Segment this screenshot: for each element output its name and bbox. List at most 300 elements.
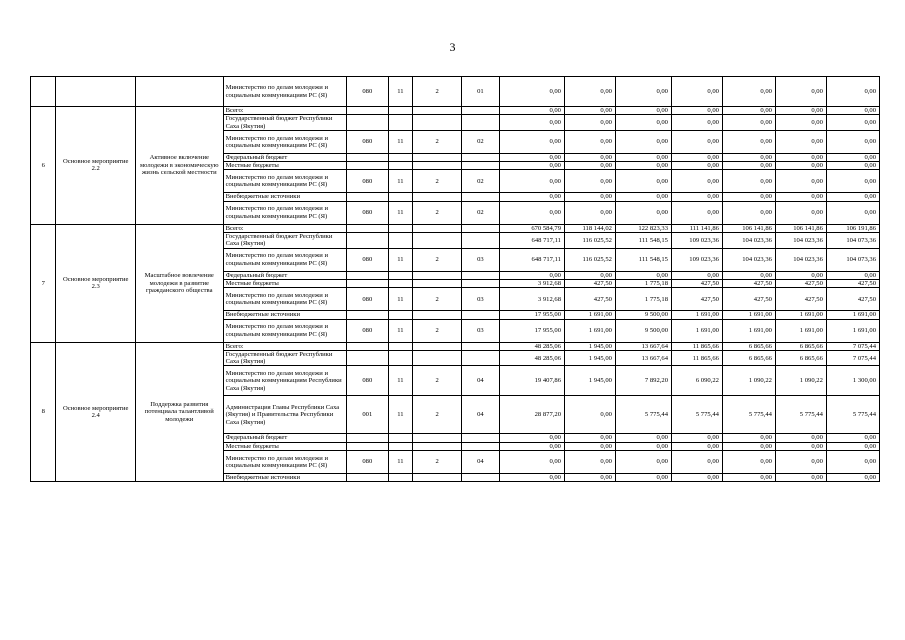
amount-cell: 0,00	[826, 170, 879, 193]
group-type: Основное мероприятие 2.3	[56, 224, 135, 342]
amount-cell: 427,50	[826, 279, 879, 287]
amount-cell: 109 023,36	[671, 233, 722, 249]
amount-cell: 0,00	[499, 474, 564, 482]
code-cell	[346, 279, 388, 287]
amount-cell: 427,50	[671, 288, 722, 311]
code-cell: 03	[462, 288, 500, 311]
amount-cell: 0,00	[775, 170, 826, 193]
amount-cell: 670 584,79	[499, 224, 564, 232]
amount-cell: 122 823,33	[615, 224, 671, 232]
amount-cell: 0,00	[775, 115, 826, 131]
code-cell	[462, 279, 500, 287]
amount-cell: 111 548,15	[615, 248, 671, 271]
amount-cell: 0,00	[499, 442, 564, 450]
code-cell	[388, 153, 412, 161]
amount-cell: 0,00	[615, 170, 671, 193]
amount-cell: 1 691,00	[671, 319, 722, 342]
group-number	[31, 77, 56, 107]
amount-cell: 6 865,66	[722, 342, 775, 350]
amount-cell: 1 945,00	[564, 366, 615, 396]
amount-cell: 648 717,11	[499, 248, 564, 271]
code-cell	[388, 162, 412, 170]
code-cell	[388, 474, 412, 482]
amount-cell: 0,00	[671, 130, 722, 153]
amount-cell: 104 073,36	[826, 248, 879, 271]
table-row	[31, 77, 880, 107]
funding-source: Федеральный бюджет	[223, 271, 346, 279]
code-cell: 11	[388, 366, 412, 396]
code-cell	[388, 311, 412, 319]
amount-cell: 0,00	[722, 271, 775, 279]
code-cell: 2	[413, 201, 462, 224]
amount-cell: 0,00	[775, 162, 826, 170]
group-number: 6	[31, 107, 56, 225]
code-cell	[346, 442, 388, 450]
code-cell: 2	[413, 366, 462, 396]
code-cell: 2	[413, 396, 462, 434]
code-cell: 080	[346, 248, 388, 271]
amount-cell: 0,00	[775, 107, 826, 115]
code-cell	[462, 193, 500, 201]
amount-cell: 0,00	[775, 130, 826, 153]
group-type: Основное мероприятие 2.4	[56, 342, 135, 482]
amount-cell: 5 775,44	[775, 396, 826, 434]
code-cell	[346, 271, 388, 279]
code-cell: 11	[388, 451, 412, 474]
code-cell	[462, 162, 500, 170]
amount-cell: 0,00	[775, 434, 826, 442]
funding-source: Государственный бюджет Республики Саха (Якутия)	[223, 350, 346, 366]
code-cell	[346, 193, 388, 201]
amount-cell: 0,00	[615, 162, 671, 170]
code-cell: 02	[462, 170, 500, 193]
amount-cell: 0,00	[722, 442, 775, 450]
code-cell	[346, 162, 388, 170]
amount-cell: 0,00	[722, 130, 775, 153]
code-cell: 080	[346, 170, 388, 193]
amount-cell: 427,50	[826, 288, 879, 311]
amount-cell: 0,00	[564, 153, 615, 161]
amount-cell: 427,50	[775, 279, 826, 287]
code-cell: 080	[346, 288, 388, 311]
funding-source: Министерство по делам молодежи и социальным коммуникациям РС (Я)	[223, 170, 346, 193]
amount-cell: 7 892,20	[615, 366, 671, 396]
amount-cell: 0,00	[826, 153, 879, 161]
amount-cell: 118 144,02	[564, 224, 615, 232]
amount-cell: 1 691,00	[564, 311, 615, 319]
code-cell: 11	[388, 288, 412, 311]
funding-source: Федеральный бюджет	[223, 153, 346, 161]
page-number: 3	[449, 40, 456, 54]
amount-cell: 0,00	[564, 442, 615, 450]
amount-cell: 0,00	[615, 77, 671, 107]
code-cell	[346, 153, 388, 161]
amount-cell: 7 075,44	[826, 350, 879, 366]
code-cell: 2	[413, 248, 462, 271]
amount-cell: 48 285,06	[499, 350, 564, 366]
amount-cell: 9 500,00	[615, 311, 671, 319]
funding-source: Федеральный бюджет	[223, 434, 346, 442]
code-cell	[346, 434, 388, 442]
amount-cell: 0,00	[671, 474, 722, 482]
amount-cell: 0,00	[615, 474, 671, 482]
code-cell	[346, 107, 388, 115]
amount-cell: 13 667,64	[615, 350, 671, 366]
code-cell: 11	[388, 77, 412, 107]
amount-cell: 0,00	[775, 451, 826, 474]
amount-cell: 0,00	[564, 130, 615, 153]
group-type: Основное мероприятие 2.2	[56, 107, 135, 225]
amount-cell: 6 865,66	[722, 350, 775, 366]
amount-cell: 0,00	[826, 162, 879, 170]
code-cell	[462, 342, 500, 350]
code-cell	[413, 279, 462, 287]
amount-cell: 1 945,00	[564, 342, 615, 350]
amount-cell: 0,00	[615, 451, 671, 474]
amount-cell: 6 865,66	[775, 342, 826, 350]
amount-cell: 0,00	[564, 115, 615, 131]
code-cell: 080	[346, 130, 388, 153]
amount-cell: 1 691,00	[671, 311, 722, 319]
code-cell: 11	[388, 396, 412, 434]
amount-cell: 109 023,36	[671, 248, 722, 271]
amount-cell: 0,00	[615, 115, 671, 131]
funding-source: Министерство по делам молодежи и социальным коммуникациям РС (Я)	[223, 319, 346, 342]
amount-cell: 0,00	[671, 115, 722, 131]
code-cell	[413, 233, 462, 249]
code-cell: 03	[462, 319, 500, 342]
code-cell: 02	[462, 130, 500, 153]
code-cell	[462, 350, 500, 366]
amount-cell: 0,00	[564, 451, 615, 474]
amount-cell: 0,00	[564, 107, 615, 115]
amount-cell: 0,00	[564, 201, 615, 224]
funding-source: Всего:	[223, 107, 346, 115]
amount-cell: 0,00	[826, 271, 879, 279]
budget-table	[30, 76, 880, 482]
amount-cell: 0,00	[564, 193, 615, 201]
code-cell: 080	[346, 451, 388, 474]
code-cell	[388, 271, 412, 279]
amount-cell: 1 691,00	[826, 319, 879, 342]
code-cell	[462, 474, 500, 482]
amount-cell: 648 717,11	[499, 233, 564, 249]
code-cell: 080	[346, 319, 388, 342]
amount-cell: 0,00	[564, 162, 615, 170]
amount-cell: 0,00	[775, 77, 826, 107]
table-row	[31, 342, 880, 350]
amount-cell: 0,00	[564, 434, 615, 442]
amount-cell: 19 407,86	[499, 366, 564, 396]
group-name: Поддержка развития потенциала талантливой молодежи	[135, 342, 223, 482]
code-cell	[462, 224, 500, 232]
code-cell	[462, 115, 500, 131]
amount-cell: 0,00	[615, 130, 671, 153]
amount-cell: 106 141,86	[722, 224, 775, 232]
code-cell	[388, 350, 412, 366]
code-cell	[413, 342, 462, 350]
code-cell	[413, 350, 462, 366]
amount-cell: 0,00	[826, 107, 879, 115]
code-cell: 2	[413, 170, 462, 193]
code-cell: 11	[388, 201, 412, 224]
amount-cell: 0,00	[775, 474, 826, 482]
amount-cell: 28 877,20	[499, 396, 564, 434]
code-cell: 2	[413, 77, 462, 107]
amount-cell: 0,00	[722, 153, 775, 161]
amount-cell: 0,00	[671, 153, 722, 161]
amount-cell: 0,00	[722, 107, 775, 115]
code-cell: 11	[388, 130, 412, 153]
group-name	[135, 77, 223, 107]
funding-source: Всего:	[223, 342, 346, 350]
funding-source: Администрация Главы Республики Саха (Якутия) и Правительства Республики Саха (Якутия)	[223, 396, 346, 434]
amount-cell: 427,50	[564, 279, 615, 287]
group-name: Масштабное вовлечение молодежи в развитие гражданского общества	[135, 224, 223, 342]
amount-cell: 5 775,44	[671, 396, 722, 434]
code-cell: 001	[346, 396, 388, 434]
code-cell	[462, 271, 500, 279]
amount-cell: 0,00	[671, 451, 722, 474]
amount-cell: 111 548,15	[615, 233, 671, 249]
amount-cell: 104 023,36	[722, 248, 775, 271]
code-cell: 04	[462, 396, 500, 434]
amount-cell: 0,00	[722, 162, 775, 170]
code-cell	[388, 115, 412, 131]
amount-cell: 0,00	[775, 271, 826, 279]
amount-cell: 0,00	[775, 193, 826, 201]
funding-source: Внебюджетные источники	[223, 474, 346, 482]
amount-cell: 0,00	[671, 442, 722, 450]
amount-cell: 106 191,86	[826, 224, 879, 232]
group-number: 8	[31, 342, 56, 482]
amount-cell: 0,00	[615, 271, 671, 279]
code-cell	[413, 115, 462, 131]
amount-cell: 1 945,00	[564, 350, 615, 366]
amount-cell: 3 912,68	[499, 279, 564, 287]
funding-source: Государственный бюджет Республики Саха (Якутия)	[223, 233, 346, 249]
amount-cell: 17 955,00	[499, 311, 564, 319]
code-cell	[413, 442, 462, 450]
amount-cell: 1 691,00	[722, 311, 775, 319]
code-cell: 11	[388, 248, 412, 271]
amount-cell: 427,50	[722, 279, 775, 287]
amount-cell: 0,00	[775, 442, 826, 450]
code-cell: 02	[462, 201, 500, 224]
funding-source: Местные бюджеты	[223, 442, 346, 450]
funding-source: Государственный бюджет Республики Саха (Якутия)	[223, 115, 346, 131]
code-cell	[346, 342, 388, 350]
amount-cell: 1 691,00	[775, 311, 826, 319]
amount-cell: 0,00	[671, 77, 722, 107]
amount-cell: 0,00	[775, 153, 826, 161]
amount-cell: 0,00	[499, 77, 564, 107]
amount-cell: 9 500,00	[615, 319, 671, 342]
amount-cell: 0,00	[499, 153, 564, 161]
amount-cell: 5 775,44	[722, 396, 775, 434]
amount-cell: 0,00	[671, 170, 722, 193]
code-cell	[388, 342, 412, 350]
amount-cell: 104 023,36	[775, 248, 826, 271]
amount-cell: 427,50	[775, 288, 826, 311]
code-cell	[388, 279, 412, 287]
amount-cell: 0,00	[564, 396, 615, 434]
amount-cell: 17 955,00	[499, 319, 564, 342]
amount-cell: 0,00	[826, 115, 879, 131]
code-cell: 080	[346, 77, 388, 107]
amount-cell: 106 141,86	[775, 224, 826, 232]
code-cell	[388, 224, 412, 232]
amount-cell: 0,00	[615, 442, 671, 450]
amount-cell: 1 775,18	[615, 288, 671, 311]
code-cell	[462, 153, 500, 161]
code-cell	[346, 115, 388, 131]
amount-cell: 11 865,66	[671, 342, 722, 350]
code-cell	[388, 193, 412, 201]
amount-cell: 0,00	[564, 474, 615, 482]
amount-cell: 0,00	[671, 434, 722, 442]
amount-cell: 0,00	[826, 451, 879, 474]
code-cell	[413, 162, 462, 170]
amount-cell: 0,00	[826, 130, 879, 153]
code-cell: 11	[388, 170, 412, 193]
code-cell	[346, 224, 388, 232]
amount-cell: 0,00	[722, 201, 775, 224]
amount-cell: 0,00	[722, 170, 775, 193]
code-cell	[388, 434, 412, 442]
amount-cell: 1 300,00	[826, 366, 879, 396]
code-cell	[462, 434, 500, 442]
amount-cell: 0,00	[615, 107, 671, 115]
table-row	[31, 107, 880, 115]
amount-cell: 0,00	[826, 474, 879, 482]
amount-cell: 5 775,44	[826, 396, 879, 434]
code-cell: 2	[413, 288, 462, 311]
amount-cell: 0,00	[499, 162, 564, 170]
amount-cell: 1 090,22	[722, 366, 775, 396]
amount-cell: 0,00	[722, 434, 775, 442]
code-cell	[388, 233, 412, 249]
amount-cell: 0,00	[671, 107, 722, 115]
amount-cell: 0,00	[615, 201, 671, 224]
code-cell	[346, 233, 388, 249]
amount-cell: 48 285,06	[499, 342, 564, 350]
amount-cell: 1 691,00	[826, 311, 879, 319]
amount-cell: 3 912,68	[499, 288, 564, 311]
amount-cell: 5 775,44	[615, 396, 671, 434]
funding-source: Местные бюджеты	[223, 162, 346, 170]
amount-cell: 1 691,00	[722, 319, 775, 342]
amount-cell: 0,00	[499, 451, 564, 474]
amount-cell: 0,00	[826, 201, 879, 224]
code-cell	[346, 474, 388, 482]
code-cell: 2	[413, 130, 462, 153]
amount-cell: 0,00	[671, 193, 722, 201]
amount-cell: 0,00	[615, 193, 671, 201]
amount-cell: 0,00	[615, 434, 671, 442]
amount-cell: 6 090,22	[671, 366, 722, 396]
code-cell	[462, 107, 500, 115]
amount-cell: 6 865,66	[775, 350, 826, 366]
table-row	[31, 224, 880, 232]
code-cell	[413, 434, 462, 442]
funding-source: Всего:	[223, 224, 346, 232]
amount-cell: 0,00	[499, 271, 564, 279]
amount-cell: 1 775,18	[615, 279, 671, 287]
funding-source: Министерство по делам молодежи и социальным коммуникациям РС (Я)	[223, 77, 346, 107]
amount-cell: 427,50	[722, 288, 775, 311]
amount-cell: 111 141,86	[671, 224, 722, 232]
funding-source: Внебюджетные источники	[223, 193, 346, 201]
group-number: 7	[31, 224, 56, 342]
amount-cell: 1 691,00	[775, 319, 826, 342]
code-cell: 2	[413, 319, 462, 342]
amount-cell: 104 023,36	[775, 233, 826, 249]
code-cell	[413, 271, 462, 279]
code-cell	[413, 193, 462, 201]
amount-cell: 427,50	[671, 279, 722, 287]
code-cell	[388, 107, 412, 115]
code-cell: 04	[462, 451, 500, 474]
funding-source: Министерство по делам молодежи и социальным коммуникациям РС (Я)	[223, 130, 346, 153]
amount-cell: 104 073,36	[826, 233, 879, 249]
code-cell	[462, 442, 500, 450]
funding-source: Министерство по делам молодежи и социальным коммуникациям РС (Я)	[223, 248, 346, 271]
code-cell: 080	[346, 366, 388, 396]
code-cell: 080	[346, 201, 388, 224]
code-cell	[462, 233, 500, 249]
amount-cell: 0,00	[499, 107, 564, 115]
code-cell	[413, 474, 462, 482]
funding-source: Внебюджетные источники	[223, 311, 346, 319]
amount-cell: 0,00	[826, 77, 879, 107]
amount-cell: 0,00	[722, 474, 775, 482]
amount-cell: 0,00	[564, 271, 615, 279]
code-cell: 04	[462, 366, 500, 396]
code-cell	[413, 311, 462, 319]
code-cell: 01	[462, 77, 500, 107]
amount-cell: 0,00	[671, 271, 722, 279]
amount-cell: 116 025,52	[564, 233, 615, 249]
amount-cell: 0,00	[499, 115, 564, 131]
amount-cell: 1 090,22	[775, 366, 826, 396]
amount-cell: 0,00	[499, 193, 564, 201]
amount-cell: 104 023,36	[722, 233, 775, 249]
code-cell: 2	[413, 451, 462, 474]
funding-source: Министерство по делам молодежи и социальным коммуникациям РС (Я)	[223, 288, 346, 311]
code-cell: 11	[388, 319, 412, 342]
code-cell: 03	[462, 248, 500, 271]
amount-cell: 0,00	[826, 442, 879, 450]
amount-cell: 0,00	[564, 170, 615, 193]
amount-cell: 0,00	[499, 170, 564, 193]
amount-cell: 0,00	[671, 201, 722, 224]
amount-cell: 427,50	[564, 288, 615, 311]
amount-cell: 0,00	[722, 193, 775, 201]
amount-cell: 0,00	[499, 130, 564, 153]
funding-source: Министерство по делам молодежи и социальным коммуникациям РС (Я)	[223, 201, 346, 224]
amount-cell: 116 025,52	[564, 248, 615, 271]
amount-cell: 1 691,00	[564, 319, 615, 342]
amount-cell: 0,00	[722, 115, 775, 131]
amount-cell: 0,00	[826, 434, 879, 442]
code-cell	[413, 153, 462, 161]
amount-cell: 0,00	[499, 201, 564, 224]
amount-cell: 0,00	[722, 451, 775, 474]
code-cell	[413, 107, 462, 115]
amount-cell: 11 865,66	[671, 350, 722, 366]
amount-cell: 0,00	[499, 434, 564, 442]
